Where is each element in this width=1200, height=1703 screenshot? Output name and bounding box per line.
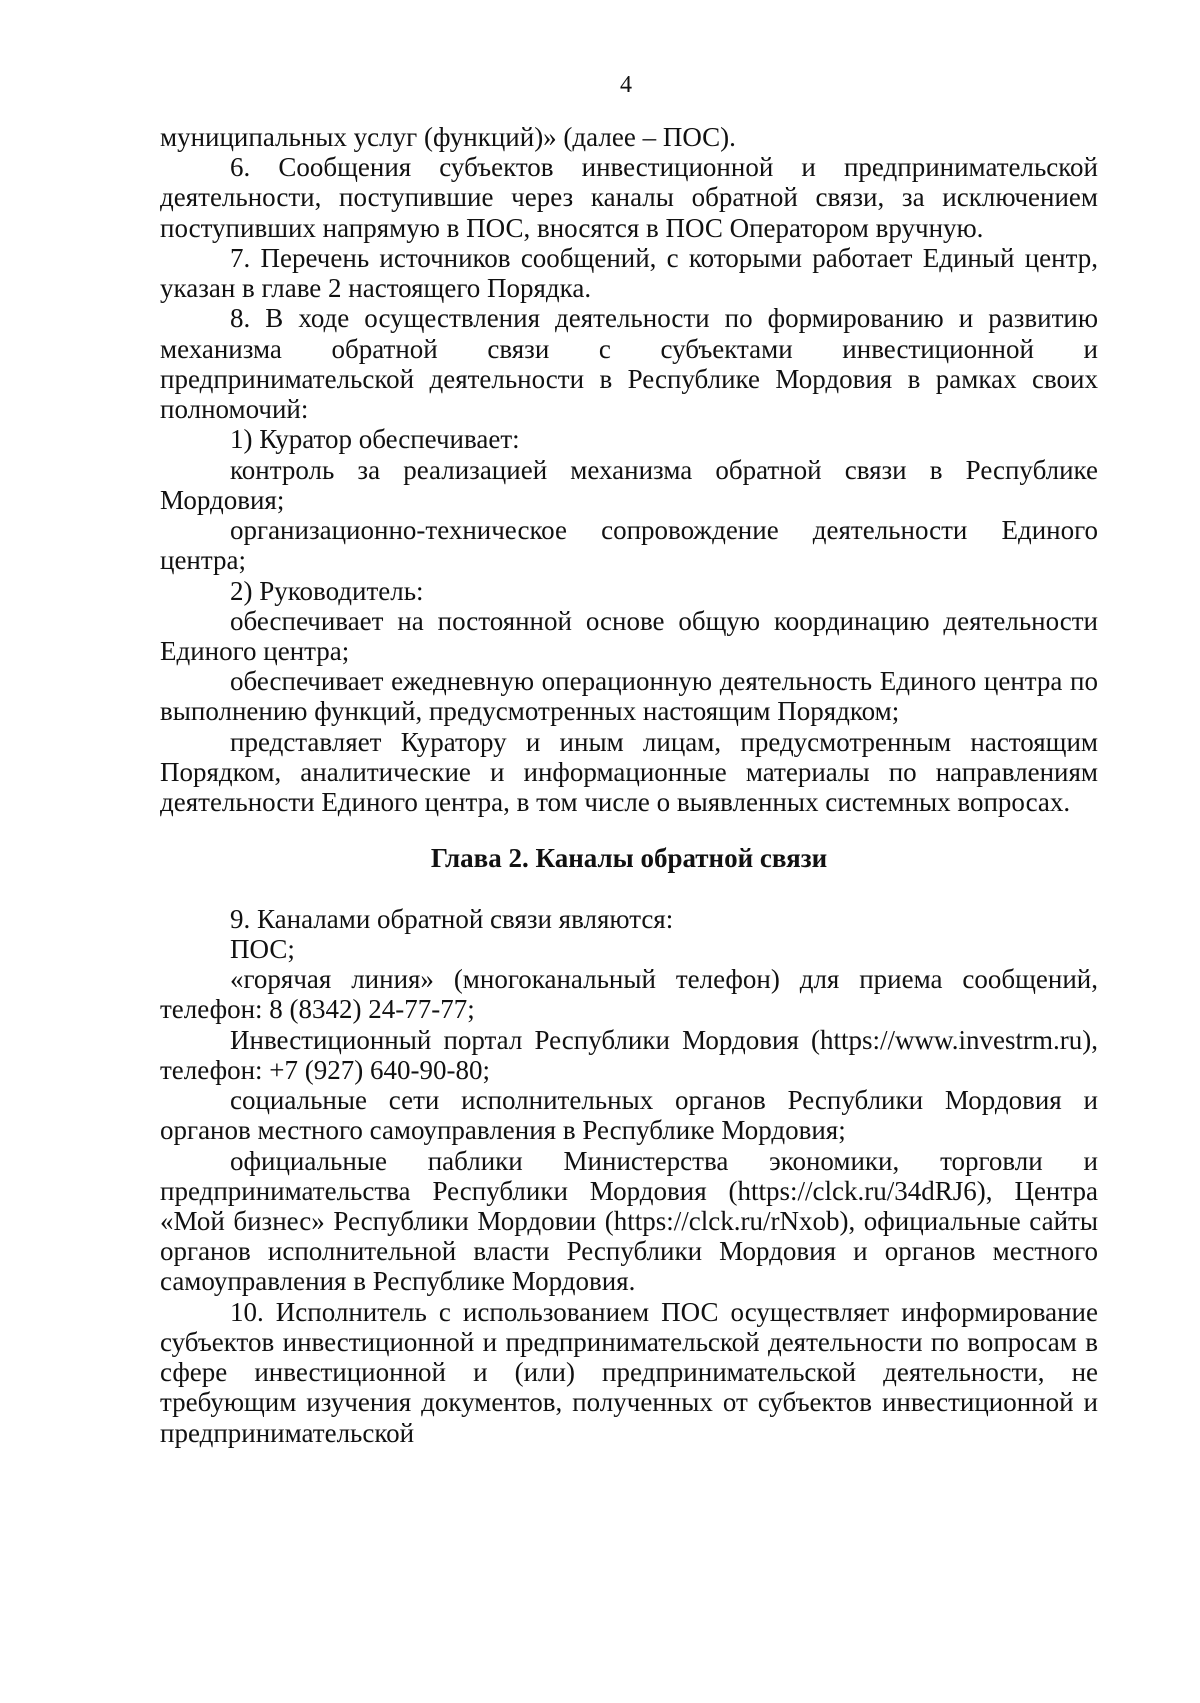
paragraph: контроль за реализацией механизма обратной связи в Республике Мордовия; (160, 454, 1098, 515)
paragraph: Инвестиционный портал Республики Мордовия (https://www.investrm.ru), телефон: +7 (927) 640-90-80; (160, 1024, 1098, 1085)
page-number: 4 (620, 72, 632, 98)
paragraph: «горячая линия» (многоканальный телефон) для приема сообщений, телефон: 8 (8342) 24-77-77; (160, 964, 1098, 1025)
paragraph: обеспечивает на постоянной основе общую координацию деятельности Единого центра; (160, 605, 1098, 666)
paragraph: организационно-техническое сопровождение деятельности Единого центра; (160, 515, 1098, 576)
paragraph: 7. Перечень источников сообщений, с которыми работает Единый центр, указан в главе 2 настоящего Порядка. (160, 242, 1098, 304)
paragraph: 1) Куратор обеспечивает: (230, 424, 520, 455)
paragraph: 6. Сообщения субъектов инвестиционной и предпринимательской деятельности, поступившие через каналы обратной связи, за исключением поступивших напрямую в ПОС, вносятся в ПОС Оператором вручную. (160, 152, 1098, 243)
document-body (160, 122, 1098, 1448)
paragraph: муниципальных услуг (функций)» (далее – ПОС). (160, 122, 736, 152)
paragraph: 10. Исполнитель с использованием ПОС осуществляет информирование субъектов инвестиционной и предпринимательской деятельности по вопросам в сфере инвестиционной и (или) предпринимательской деятельности, не требующим изучения документов, полученных от субъектов инвестиционной и предпринимательской (160, 1296, 1098, 1448)
paragraph: 9. Каналами обратной связи являются: (230, 903, 674, 934)
chapter-heading: Глава 2. Каналы обратной связи (430, 843, 828, 874)
paragraph: 8. В ходе осуществления деятельности по формированию и развитию механизма обратной связи с субъектами инвестиционной и предпринимательской деятельности в Республике Мордовия в рамках своих полномочий: (160, 303, 1098, 425)
paragraph: обеспечивает ежедневную операционную деятельность Единого центра по выполнению функций, предусмотренных настоящим Порядком; (160, 666, 1098, 727)
paragraphs-after (160, 904, 1098, 1448)
paragraph: представляет Куратору и иным лицам, предусмотренным настоящим Порядком, аналитические и информационные материалы по направлениям деятельности Единого центра, в том числе о выявленных системных вопросах. (160, 726, 1098, 818)
paragraph: ПОС; (230, 933, 295, 964)
paragraphs-before (160, 122, 1098, 817)
paragraph: официальные паблики Министерства экономики, торговли и предпринимательства Республики Мордовия (https://clck.ru/34dRJ6), Центра «Мой бизнес» Республики Мордовии (https://clck.ru/rNxob), официальные сайты органов исполнительной власти Республики Мордовия и органов местного самоуправления в Республике Мордовия. (160, 1145, 1098, 1297)
paragraph: 2) Руководитель: (230, 575, 424, 606)
paragraph: социальные сети исполнительных органов Республики Мордовия и органов местного самоуправления в Республике Мордовия; (160, 1085, 1098, 1146)
